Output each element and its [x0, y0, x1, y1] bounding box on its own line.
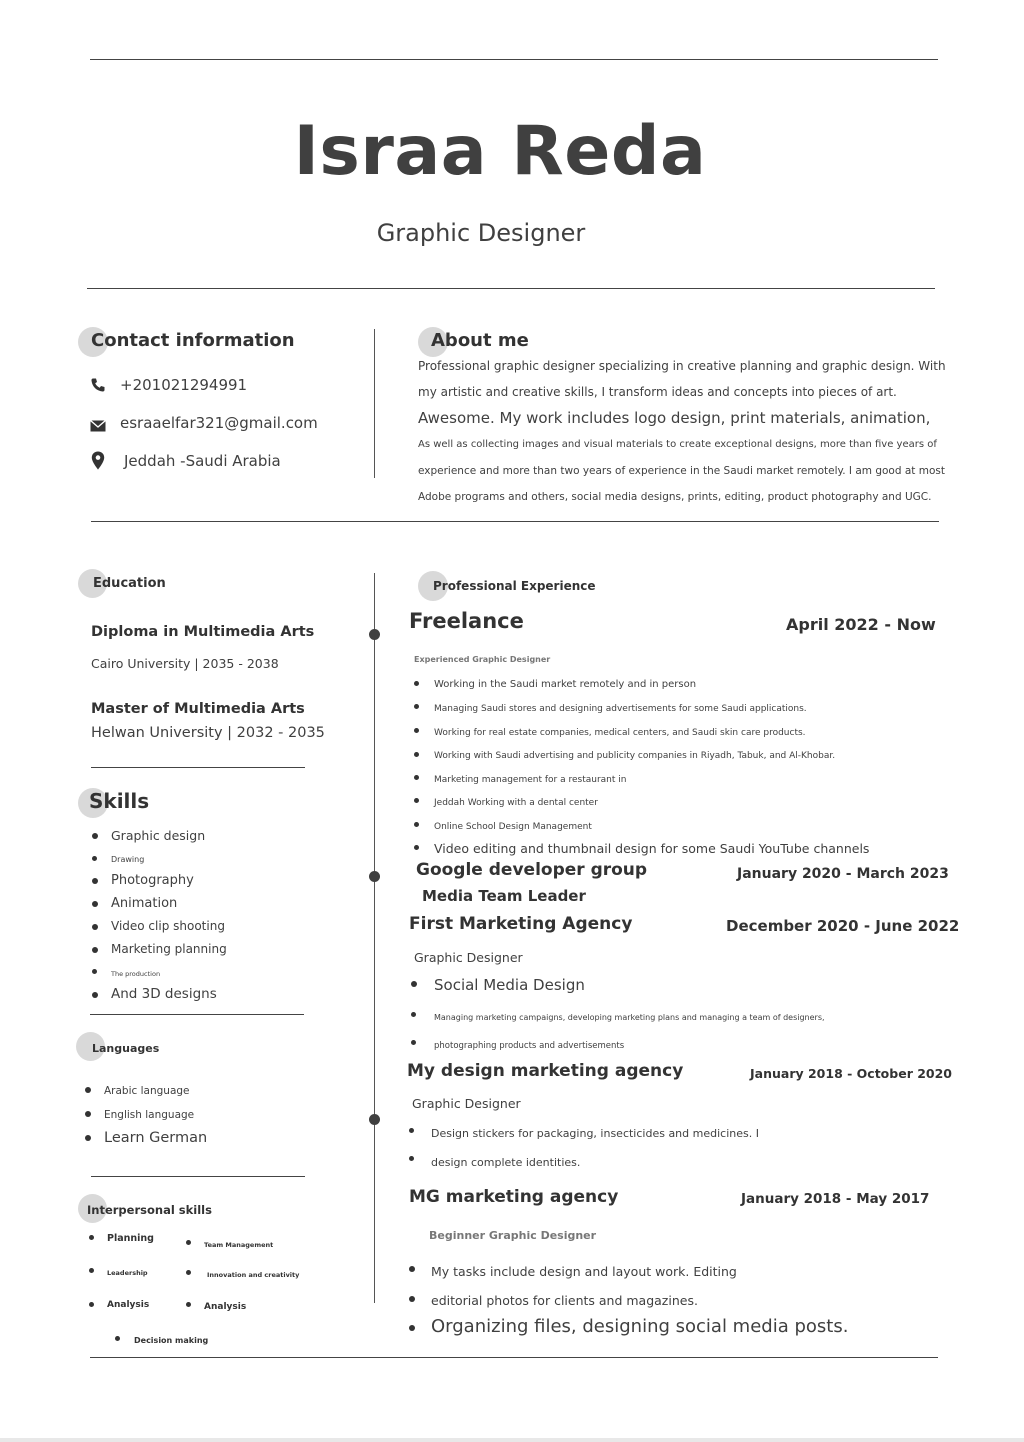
about-line: my artistic and creative skills, I transform ideas and concepts into pieces of art.: [418, 385, 897, 399]
language-item: Learn German: [104, 1130, 208, 1146]
map-pin-icon: [91, 451, 105, 470]
job-company: My design marketing agency: [407, 1061, 684, 1081]
bullet: [92, 947, 98, 953]
language-item: Arabic language: [104, 1085, 190, 1097]
job-role: Media Team Leader: [422, 887, 586, 905]
bullet: [92, 856, 97, 861]
bullet: [411, 1012, 416, 1017]
timeline-dot: [369, 629, 380, 640]
job-dates: January 2018 - October 2020: [750, 1066, 952, 1081]
bullet: [92, 992, 98, 998]
job-company: Google developer group: [416, 860, 648, 880]
bullet: [85, 1087, 91, 1093]
bullet: [411, 981, 417, 987]
bullet: [186, 1240, 191, 1245]
skill-item: And 3D designs: [111, 986, 217, 1002]
bullet: [92, 878, 98, 884]
education-detail: Helwan University | 2032 - 2035: [91, 725, 325, 741]
interpersonal-item: Team Management: [204, 1241, 274, 1249]
education-heading: Education: [93, 576, 166, 591]
job-bullet: photographing products and advertisements: [434, 1041, 625, 1051]
job-bullet: Design stickers for packaging, insecticides and medicines. I: [431, 1127, 759, 1140]
skill-item: The production: [111, 970, 161, 978]
bullet: [409, 1156, 414, 1161]
education-divider: [91, 767, 305, 768]
bullet: [409, 1266, 415, 1272]
interpersonal-item: Leadership: [107, 1269, 148, 1277]
job-bullet: Online School Design Management: [434, 822, 592, 832]
contact-heading: Contact information: [91, 330, 295, 351]
bullet: [409, 1325, 415, 1331]
bullet: [409, 1296, 415, 1302]
job-role: Graphic Designer: [412, 1096, 521, 1111]
interpersonal-item: Planning: [107, 1233, 154, 1244]
job-bullet: Video editing and thumbnail design for some Saudi YouTube channels: [434, 841, 870, 856]
about-line: Awesome. My work includes logo design, print materials, animation,: [418, 409, 931, 427]
education-detail: Cairo University | 2035 - 2038: [91, 656, 279, 671]
bullet: [89, 1268, 94, 1273]
bullet: [414, 798, 419, 803]
envelope-icon: [90, 417, 106, 429]
top-divider: [90, 59, 938, 60]
bullet: [411, 1040, 416, 1045]
skill-item: Animation: [111, 896, 178, 911]
interpersonal-heading: Interpersonal skills: [87, 1203, 212, 1217]
skill-item: Marketing planning: [111, 942, 227, 956]
about-line: As well as collecting images and visual materials to create exceptional designs, more than five years of: [418, 439, 937, 450]
bullet: [85, 1111, 91, 1117]
bullet: [414, 704, 419, 709]
about-heading: About me: [431, 330, 529, 351]
job-dates: January 2018 - May 2017: [741, 1191, 930, 1207]
job-bullet: Marketing management for a restaurant in: [434, 775, 627, 785]
bullet: [115, 1336, 120, 1341]
bullet: [414, 681, 419, 686]
job-dates: January 2020 - March 2023: [737, 866, 949, 882]
job-bullet: editorial photos for clients and magazines.: [431, 1293, 698, 1308]
job-company: Freelance: [409, 609, 524, 633]
job-bullet: Managing Saudi stores and designing advertisements for some Saudi applications.: [434, 704, 807, 714]
interpersonal-item: Innovation and creativity: [207, 1271, 300, 1279]
skill-item: Drawing: [111, 855, 145, 864]
education-degree: Diploma in Multimedia Arts: [91, 624, 315, 640]
job-bullet: Social Media Design: [434, 976, 585, 994]
interpersonal-item: Analysis: [107, 1300, 150, 1310]
job-bullet: Working for real estate companies, medical centers, and Saudi skin care products.: [434, 728, 806, 738]
interpersonal-item: Analysis: [204, 1302, 247, 1312]
bullet: [409, 1128, 414, 1133]
job-bullet: Managing marketing campaigns, developing marketing plans and managing a team of designers,: [434, 1013, 825, 1022]
contact-email[interactable]: esraaelfar321@gmail.com: [120, 414, 318, 432]
experience-heading: Professional Experience: [433, 579, 596, 593]
bullet: [92, 901, 98, 907]
job-bullet: My tasks include design and layout work. Editing: [431, 1264, 737, 1279]
header-divider: [87, 288, 935, 289]
job-dates: December 2020 - June 2022: [726, 917, 960, 935]
education-degree: Master of Multimedia Arts: [91, 701, 305, 717]
about-line: Professional graphic designer specializing in creative planning and graphic design. With: [418, 359, 946, 373]
job-role: Beginner Graphic Designer: [429, 1229, 597, 1242]
bullet: [414, 845, 419, 850]
bullet: [89, 1302, 94, 1307]
interpersonal-item: Decision making: [134, 1336, 209, 1345]
bottom-divider: [90, 1357, 938, 1358]
timeline-dot: [369, 871, 380, 882]
bullet: [92, 833, 98, 839]
language-item: English language: [104, 1109, 195, 1121]
timeline-dot: [369, 1114, 380, 1125]
languages-heading: Languages: [92, 1042, 160, 1055]
job-company: First Marketing Agency: [409, 914, 633, 934]
section-divider: [91, 521, 939, 522]
contact-phone: +201021294991: [120, 376, 248, 394]
about-line: experience and more than two years of experience in the Saudi market remotely. I am good at most: [418, 465, 945, 477]
top-column-divider: [374, 329, 375, 478]
languages-divider: [91, 1176, 305, 1177]
candidate-name: Israa Reda: [293, 112, 707, 191]
job-bullet: Working in the Saudi market remotely and in person: [434, 679, 697, 690]
job-dates: April 2022 - Now: [786, 615, 936, 634]
page-edge: [0, 1438, 1024, 1442]
bullet: [414, 728, 419, 733]
skill-item: Graphic design: [111, 828, 206, 843]
job-bullet: design complete identities.: [431, 1156, 581, 1169]
skills-divider: [90, 1014, 304, 1015]
skills-heading: Skills: [89, 789, 150, 813]
bullet: [85, 1135, 91, 1141]
job-bullet: Organizing files, designing social media posts.: [431, 1316, 849, 1337]
job-role: Experienced Graphic Designer: [414, 655, 551, 664]
bullet: [414, 775, 419, 780]
phone-icon: [90, 377, 106, 393]
job-company: MG marketing agency: [409, 1187, 619, 1207]
bullet: [186, 1302, 191, 1307]
job-bullet: Working with Saudi advertising and publicity companies in Riyadh, Tabuk, and Al-Khobar.: [434, 751, 836, 761]
bullet: [414, 822, 419, 827]
about-line: Adobe programs and others, social media designs, prints, editing, product photography and UGC.: [418, 491, 932, 503]
bullet: [89, 1235, 94, 1240]
timeline-line: [374, 573, 375, 1303]
bullet: [92, 924, 98, 930]
bullet: [414, 752, 419, 757]
bullet: [92, 969, 97, 974]
job-role: Graphic Designer: [414, 950, 523, 965]
bullet: [186, 1270, 191, 1275]
job-bullet: Jeddah Working with a dental center: [434, 798, 598, 808]
candidate-title: Graphic Designer: [376, 219, 586, 247]
skill-item: Video clip shooting: [111, 919, 225, 933]
skill-item: Photography: [111, 873, 194, 888]
contact-location: Jeddah -Saudi Arabia: [124, 452, 281, 470]
